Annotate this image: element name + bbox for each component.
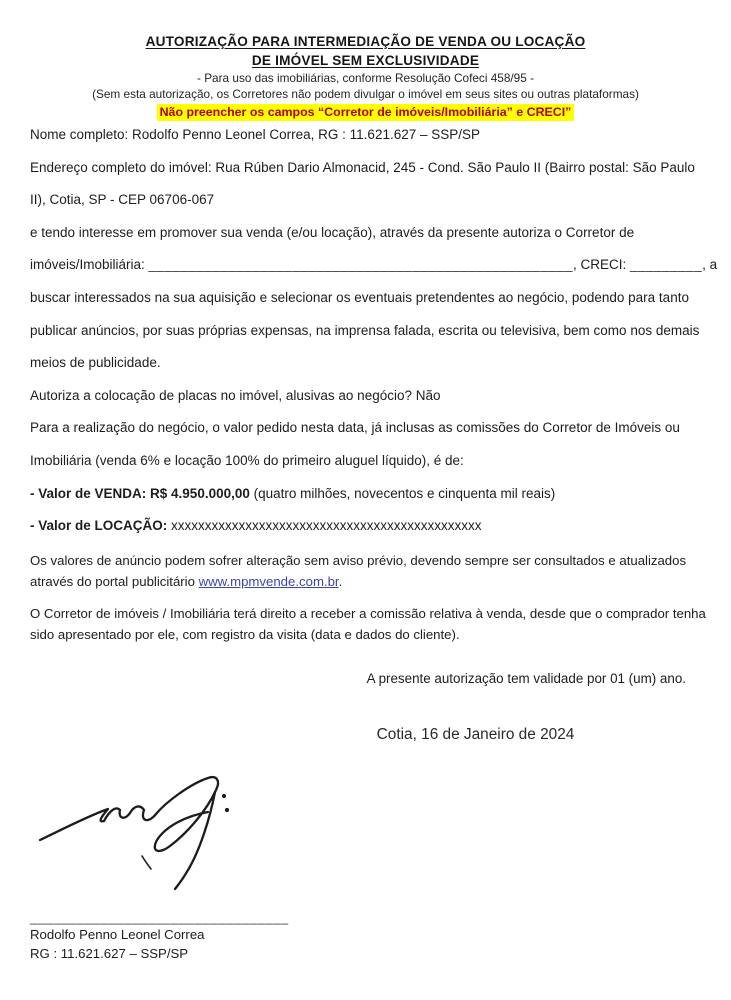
commission-right-line2: sido apresentado por ele, com registro da visita (data e dados do cliente). — [30, 626, 460, 642]
portal-text-prefix: através do portal publicitário — [30, 573, 199, 589]
signs-question-line: Autoriza a colocação de placas no imóvel, alusivas ao negócio? Não — [30, 387, 441, 403]
validity-statement: A presente autorização tem validade por 01 (um) ano. — [366, 671, 686, 686]
document-header — [0, 32, 731, 121]
highlighted-warning-text: Não preencher os campos “Corretor de imóveis/Imobiliária” e CRECI” — [157, 104, 575, 121]
sale-value-colon: : — [141, 485, 151, 501]
rent-value-placeholder: xxxxxxxxxxxxxxxxxxxxxxxxxxxxxxxxxxxxxxxxxxxxxx — [171, 518, 482, 534]
header-note-disclaimer: (Sem esta autorização, os Corretores não podem divulgar o imóvel em seus sites ou outras plataformas) — [92, 86, 639, 101]
fill-line-suffix: , a — [702, 257, 718, 273]
signatory-name: Rodolfo Penno Leonel Correa — [30, 927, 205, 942]
rent-value-line — [30, 510, 711, 543]
creci-blank-field[interactable]: _________ — [630, 257, 703, 273]
commission-line2: Imobiliária (venda 6% e locação 100% do primeiro aluguel líquido), é de: — [30, 452, 464, 468]
document-body — [30, 119, 718, 543]
sale-value-amount: R$ 4.950.000,00 — [150, 485, 250, 501]
document-title-line1: AUTORIZAÇÃO PARA INTERMEDIAÇÃO DE VENDA OU LOCAÇÃO — [145, 34, 586, 49]
broker-creci-fill-line — [30, 249, 718, 282]
price-update-line2 — [30, 572, 720, 593]
handwritten-signature-image — [38, 766, 258, 901]
price-update-notice — [30, 551, 720, 592]
city-date-line: Cotia, 16 de Janeiro de 2024 — [376, 726, 575, 743]
broker-name-blank-field[interactable]: _____________________________________________________ — [148, 257, 573, 273]
portal-text-suffix: . — [338, 573, 343, 589]
sale-value-label: Valor de VENDA — [38, 485, 142, 501]
signatory-rg: RG : 11.621.627 – SSP/SP — [30, 945, 189, 961]
rent-value-colon: : — [162, 518, 172, 534]
header-note-usage: - Para uso das imobiliárias, conforme Resolução Cofeci 458/95 - — [196, 71, 535, 85]
rent-value-dash: - — [30, 518, 39, 534]
signatory-block — [30, 910, 289, 963]
property-address-line2: II), Cotia, SP - CEP 06706-067 — [30, 192, 215, 208]
rent-value-label: Valor de LOCAÇÃO — [38, 518, 163, 534]
advertising-line-end: meios de publicidade. — [30, 355, 161, 371]
signature-rule-line: _________________________________ — [30, 910, 289, 925]
creci-label: , CRECI: — [572, 257, 630, 273]
sale-value-dash: - — [30, 485, 39, 501]
commission-line1: Para a realização do negócio, o valor pedido nesta data, já inclusas as comissões do Corretor de Imóveis ou — [30, 420, 680, 436]
search-buyers-line: buscar interessados na sua aquisição e selecionar os eventuais pretendentes ao negócio, podendo para tanto — [30, 289, 689, 305]
price-update-line1: Os valores de anúncio podem sofrer alteração sem aviso prévio, devendo sempre ser consultados e atualizados — [30, 553, 687, 568]
owner-name-line: Nome completo: Rodolfo Penno Leonel Correa, RG : 11.621.627 – SSP/SP — [30, 127, 481, 142]
property-address-line1: Endereço completo do imóvel: Rua Rúben Dario Almonacid, 245 - Cond. São Paulo II (Bairro postal: São Paulo — [30, 159, 695, 175]
sale-value-words: (quatro milhões, novecentos e cinquenta mil reais) — [249, 485, 556, 501]
commission-right-notice — [30, 604, 720, 645]
broker-label: imóveis/Imobiliária: — [30, 257, 149, 273]
portal-link[interactable]: www.mpmvende.com.br — [198, 573, 339, 589]
advertising-line: publicar anúncios, por suas próprias expensas, na imprensa falada, escrita ou televisiva, bem como nos demais — [30, 322, 700, 338]
sale-value-line — [30, 478, 711, 511]
document-title-line2: DE IMÓVEL SEM EXCLUSIVIDADE — [251, 53, 480, 68]
commission-right-line1: O Corretor de imóveis / Imobiliária terá direito a receber a comissão relativa à venda, desde que o comprador tenha — [30, 606, 706, 621]
authorization-intro-line: e tendo interesse em promover sua venda (e/ou locação), através da presente autoriza o Corretor de — [30, 224, 635, 240]
